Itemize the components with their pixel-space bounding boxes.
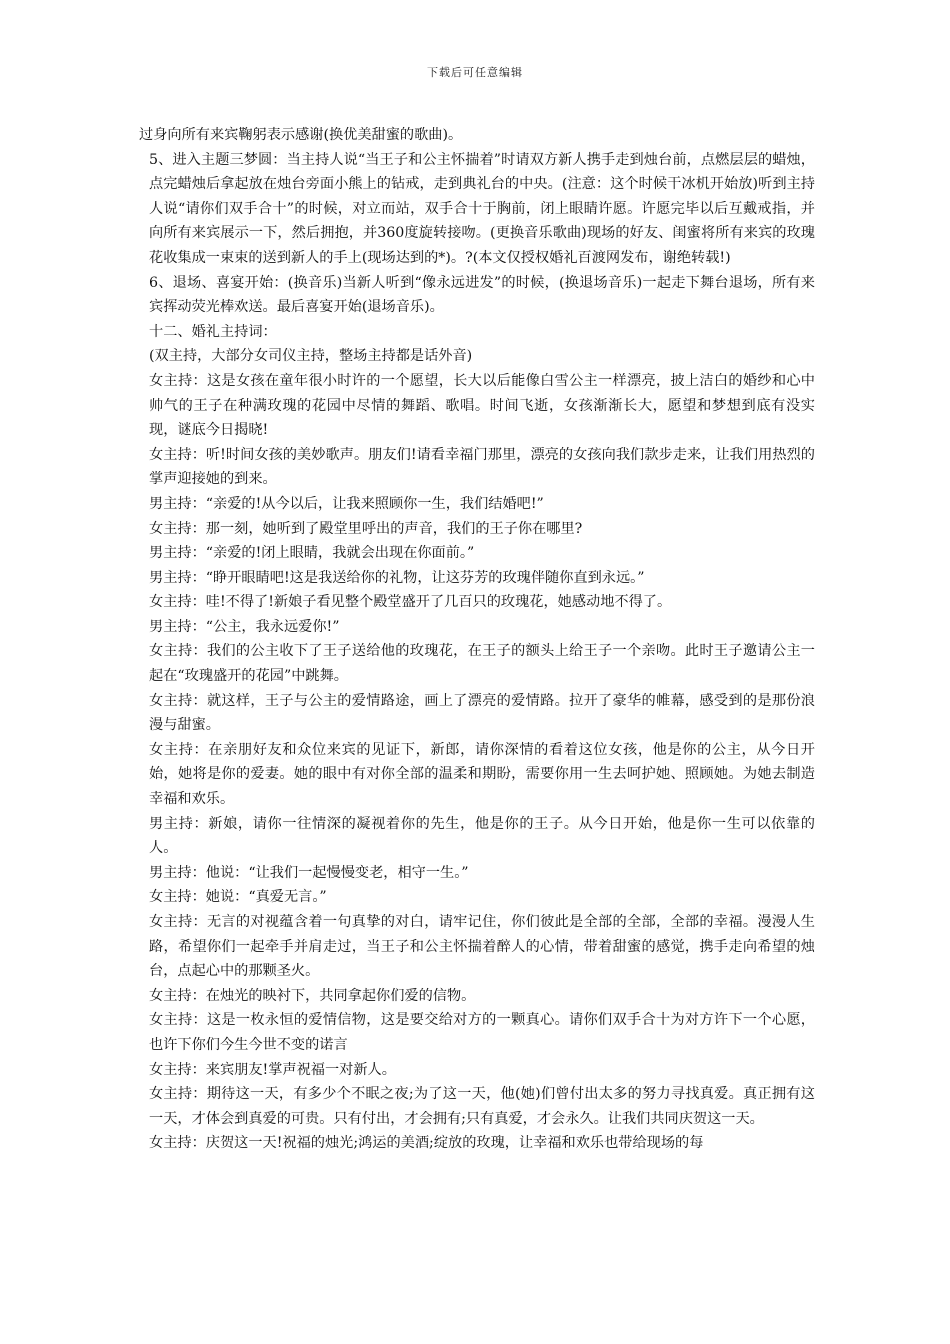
paragraph: 女主持：哇!不得了!新娘子看见整个殿堂盛开了几百只的玫瑰花，她感动地不得了。 bbox=[149, 594, 672, 611]
paragraph: 男主持：“亲爱的!闭上眼睛，我就会出现在你面前。” bbox=[149, 545, 475, 562]
paragraph: 女主持：在烛光的映衬下，共同拿起你们爱的信物。 bbox=[149, 987, 476, 1004]
paragraph: 男主持：“亲爱的!从今以后，让我来照顾你一生，我们结婚吧!” bbox=[149, 495, 544, 512]
paragraph: 女主持：在亲朋好友和众位来宾的见证下，新郎，请你深情的看着这位女孩，他是你的公主，从今日开始，她将是你的爱妻。她的眼中有对你全部的温柔和期盼，需要你用一生去呵护她、照顾她。为她去制造幸福和欢乐。 bbox=[149, 741, 815, 808]
paragraph: 过身向所有来宾鞠躬表示感谢(换优美甜蜜的歌曲)。 bbox=[139, 127, 463, 143]
paragraph: 女主持：就这样，王子与公主的爱情路途，画上了漂亮的爱情路。拉开了豪华的帷幕，感受到的是那份浪漫与甜蜜。 bbox=[149, 692, 815, 734]
paragraph: 女主持：那一刻，她听到了殿堂里呼出的声音，我们的王子你在哪里? bbox=[149, 520, 583, 537]
page-header: 下载后可任意编辑 bbox=[427, 66, 523, 79]
paragraph: 女主持：期待这一天，有多少个不眠之夜;为了这一天，他(她)们曾付出太多的努力寻找真爱。真正拥有这一天，才体会到真爱的可贵。只有付出，才会拥有;只有真爱，才会永久。让我们共同庆贺这一天。 bbox=[149, 1086, 815, 1127]
paragraph: 男主持：“公主，我永远爱你!” bbox=[149, 618, 340, 635]
paragraph: 女主持：她说：“真爱无言。” bbox=[149, 889, 327, 906]
paragraph: 女主持：庆贺这一天!祝福的烛光;鸿运的美酒;绽放的玫瑰，让幸福和欢乐也带给现场的每 bbox=[149, 1135, 704, 1152]
paragraph: 女主持：来宾朋友!掌声祝福一对新人。 bbox=[149, 1061, 396, 1078]
document-body bbox=[139, 123, 815, 1156]
section-heading: 十二、婚礼主持词： bbox=[149, 323, 277, 340]
paragraph: 男主持：“睁开眼睛吧!这是我送给你的礼物，让这芬芳的玫瑰伴随你直到永远。” bbox=[149, 569, 645, 586]
paragraph: 女主持：这是一枚永恒的爱情信物，这是要交给对方的一颗真心。请你们双手合十为对方许下一个心愿，也许下你们今生今世不变的诺言 bbox=[149, 1012, 815, 1053]
paragraph: 6、退场、喜宴开始：(换音乐)当新人听到“像永远进发”的时候，(换退场音乐)一起走下舞台退场，所有来宾挥动荧光棒欢送。最后喜宴开始(退场音乐)。 bbox=[149, 274, 815, 316]
paragraph: 男主持：他说：“让我们一起慢慢变老，相守一生。” bbox=[149, 864, 469, 881]
paragraph: 女主持：无言的对视蕴含着一句真挚的对白，请牢记住，你们彼此是全部的全部，全部的幸福。漫漫人生路，希望你们一起牵手并肩走过，当王子和公主怀揣着醉人的心情，带着甜蜜的感觉，携手走向希望的烛台，点起心中的那颗圣火。 bbox=[149, 914, 815, 980]
paragraph: 女主持：这是女孩在童年很小时许的一个愿望，长大以后能像白雪公主一样漂亮，披上洁白的婚纱和心中帅气的王子在种满玫瑰的花园中尽情的舞蹈、歌唱。时间飞逝，女孩渐渐长大，愿望和梦想到底有没实现，谜底今日揭晓! bbox=[149, 372, 815, 439]
paragraph: 男主持：新娘，请你一往情深的凝视着你的先生，他是你的王子。从今日开始，他是你一生可以依靠的人。 bbox=[149, 815, 815, 857]
paragraph: 5、进入主题三梦圆：当主持人说“当王子和公主怀揣着”时请双方新人携手走到烛台前，点燃层层的蜡烛，点完蜡烛后拿起放在烛台旁面小熊上的钻戒，走到典礼台的中央。(注意：这个时候干冰机开始放)听到主持人说“请你们双手合十”的时候，对立而站，双手合十于胸前，闭上眼睛许愿。许愿完毕以后互戴戒指，并向所有来宾展示一下，然后拥抱，并360度旋转接吻。(更换音乐歌曲)现场的好友、闺蜜将所有来宾的玫瑰花收集成一束束的送到新人的手上(现场达到的*)。?(本文仅授权婚礼百渡网发布，谢绝转载!) bbox=[149, 151, 815, 266]
paragraph: 女主持：听!时间女孩的美妙歌声。朋友们!请看幸福门那里，漂亮的女孩向我们款步走来，让我们用热烈的掌声迎接她的到来。 bbox=[149, 446, 815, 488]
paragraph: (双主持，大部分女司仪主持，整场主持都是话外音) bbox=[149, 348, 473, 365]
paragraph: 女主持：我们的公主收下了王子送给他的玫瑰花，在王子的额头上给王子一个亲吻。此时王子邀请公主一起在“玫瑰盛开的花园”中跳舞。 bbox=[149, 643, 815, 685]
